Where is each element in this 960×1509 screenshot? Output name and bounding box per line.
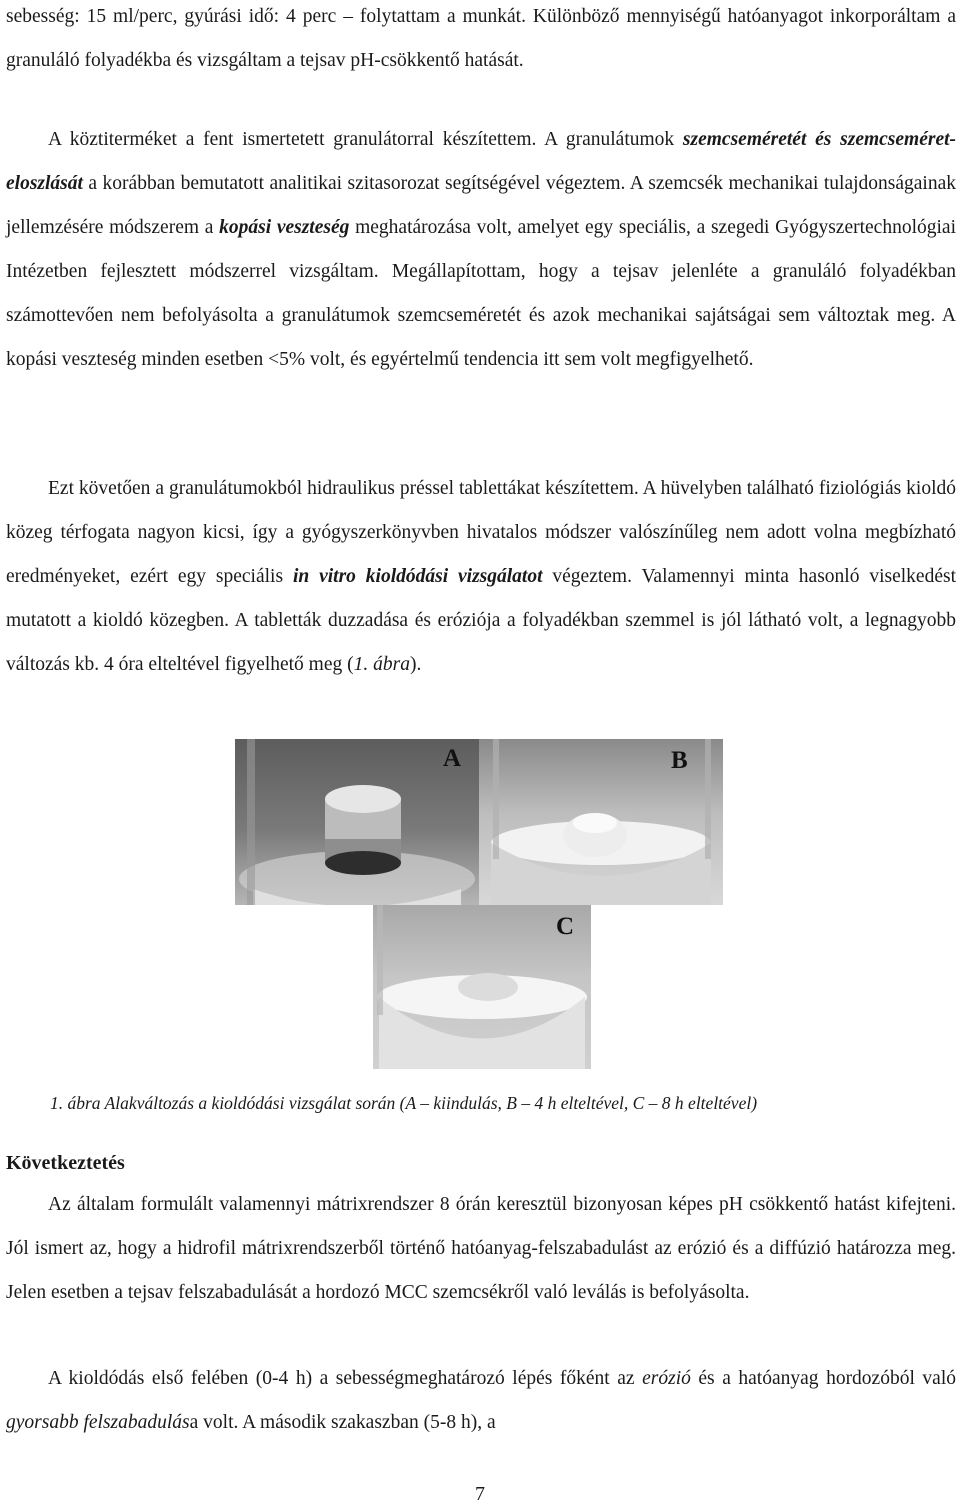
- text-span: és a hatóanyag hordozóból való: [690, 1368, 956, 1389]
- paragraph-text: Az általam formulált valamennyi mátrixrendszer 8 órán keresztül bizonyosan képes pH csökkentő hatást kifejteni. Jól ismert az, hogy a hidrofil mátrixrendszerből történő hatóanyag-felszabadulást az erózió és a diffúzió határozza meg. Jelen esetben a tejsav felszabadulását a hordozó MCC szemcsékről való leválás is befolyásolta.: [6, 1194, 956, 1303]
- text-span: végeztem. Valamennyi minta hasonló viselkedést mutatott a kioldó közegben. A tabletták duzzadása és eróziója a folyadékban szemmel is jól látható volt, a legnagyobb változás kb. 4 óra elteltével figyelhető meg (: [6, 566, 956, 675]
- text-span: a korábban bemutatott analitikai szitasorozat segítségével végeztem. A szemcsék mechanikai tulajdonságainak jellemzésére módszerem a: [6, 173, 956, 238]
- emphasis-particle-size: szemcseméretét és szemcseméret-eloszlását: [6, 129, 957, 194]
- emphasis-abrasion-loss: kopási veszteség: [219, 217, 350, 238]
- figure-photo-a: [235, 739, 479, 905]
- photo-label-b: B: [671, 747, 688, 774]
- photo-label-c: C: [556, 913, 575, 940]
- text-span: Ezt követően a granulátumokból hidraulikus préssel tablettákat készítettem. A hüvelyben található fiziológiás kioldó közeg térfogata nagyon kicsi, így a gyógyszerkönyvben hivatalos módszer valószínűleg nem adott volna megbízható eredményeket, ezért egy speciális: [6, 478, 956, 587]
- paragraph-process-params: [6, 0, 956, 83]
- section-heading: Következtetés: [6, 1152, 125, 1174]
- emphasis-in-vitro: in vitro kioldódási vizsgálatot: [292, 566, 543, 587]
- text-span: meghatározása volt, amelyet egy speciális, a szegedi Gyógyszertechnológiai Intézetben fejlesztett módszerrel vizsgáltam. Megállapítottam, hogy a tejsav jelenléte a granuláló folyadékban számottevően nem befolyásolta a granulátumok szemcseméretét és azok mechanikai sajátságai sem változtak meg. A kopási veszteség minden esetben <5% volt, és egyértelmű tendencia itt sem volt megfigyelhető.: [6, 217, 956, 370]
- figure-photo-c: [373, 905, 591, 1069]
- paragraph-conclusion-2: [6, 1357, 956, 1445]
- photo-label-a: A: [443, 745, 462, 772]
- paragraph-tablet-dissolution: [6, 467, 956, 687]
- text-span: a volt. A második szakaszban (5-8 h), a: [189, 1412, 496, 1433]
- paragraph-text: sebesség: 15 ml/perc, gyúrási idő: 4 perc – folytattam a munkát. Különböző mennyiségű hatóanyagot inkorporáltam a granuláló folyadékba és vizsgáltam a tejsav pH-csökkentő hatását.: [6, 6, 956, 71]
- text-span: A kioldódás első felében (0-4 h) a sebességmeghatározó lépés főként az: [48, 1368, 643, 1389]
- page-number: 7: [475, 1483, 485, 1505]
- figure-caption: 1. ábra Alakváltozás a kioldódási vizsgálat során (A – kiindulás, B – 4 h elteltével, C – 8 h elteltével): [50, 1093, 758, 1113]
- figure-photo-b: [479, 739, 723, 905]
- paragraph-granulate-analysis: [6, 118, 956, 382]
- emphasis-erosion: erózió: [642, 1368, 691, 1389]
- text-span: A köztiterméket a fent ismertetett granulátorral készítettem. A granulátumok: [48, 129, 683, 150]
- emphasis-faster-release: gyorsabb felszabadulás: [6, 1412, 190, 1433]
- figure-reference: 1. ábra: [353, 654, 410, 675]
- text-span: ).: [409, 654, 422, 675]
- paragraph-conclusion-1: [6, 1183, 956, 1315]
